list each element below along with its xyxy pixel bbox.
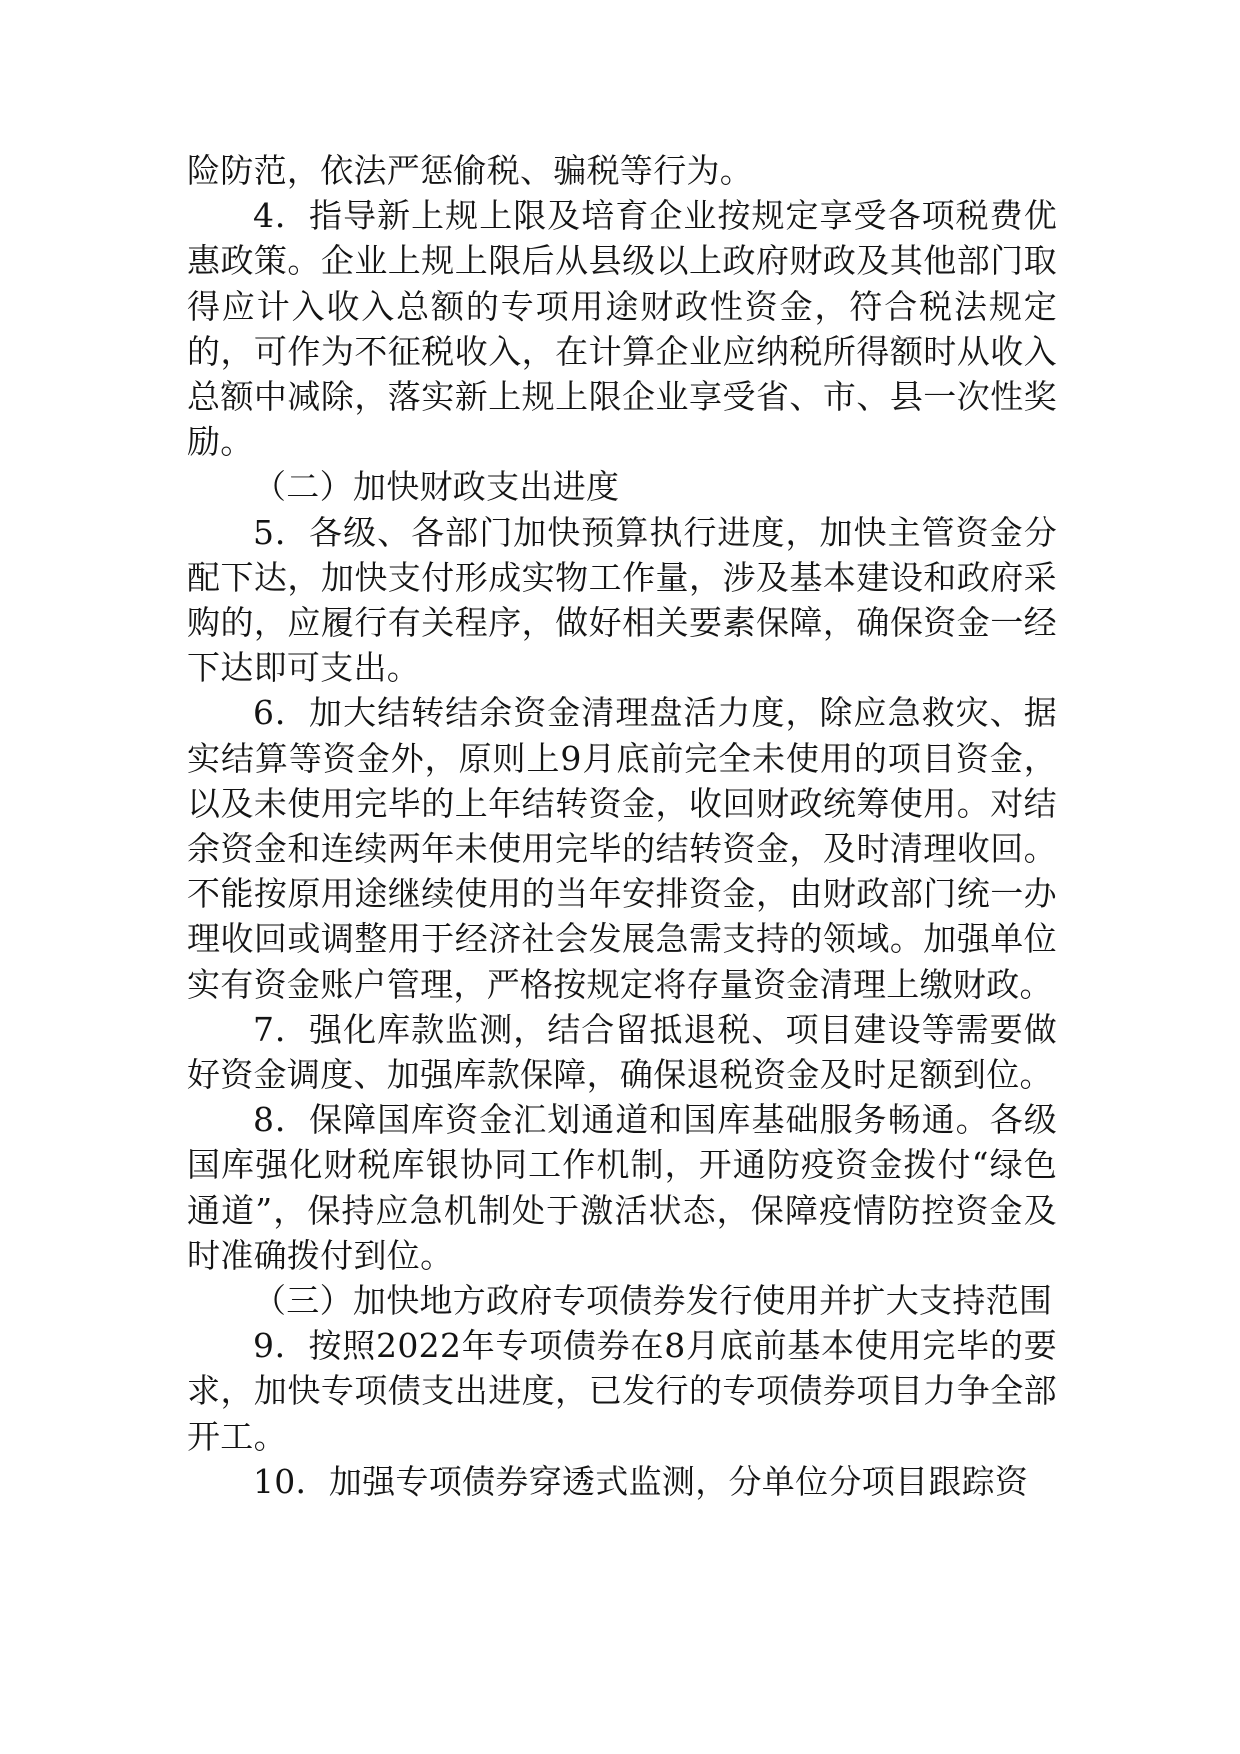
paragraph-item-4: 4．指导新上规上限及培育企业按规定享受各项税费优惠政策。企业上规上限后从县级以上政府财政及其他部门取得应计入收入总额的专项用途财政性资金，符合税法规定的，可作为不征税收入，在计算企业应纳税所得额时从收入总额中减除，落实新上规上限企业享受省、市、县一次性奖励。 (187, 196, 1057, 462)
paragraph-item-5: 5．各级、各部门加快预算执行进度，加快主管资金分配下达，加快支付形成实物工作量，涉及基本建设和政府采购的，应履行有关程序，做好相关要素保障，确保资金一经下达即可支出。 (187, 512, 1057, 688)
paragraph-item-10: 10．加强专项债券穿透式监测，分单位分项目跟踪资 (253, 1461, 1029, 1501)
section-heading-3: （三）加快地方政府专项债券发行使用并扩大支持范围 (253, 1281, 1053, 1321)
section-heading-2: （二）加快财政支出进度 (253, 467, 620, 507)
paragraph-item-8: 8．保障国库资金汇划通道和国库基础服务畅通。各级国库强化财税库银协同工作机制，开通防疫资金拨付“绿色通道”，保持应急机制处于激活状态，保障疫情防控资金及时准确拨付到位。 (187, 1100, 1057, 1275)
paragraph-continuation: 险防范，依法严惩偷税、骗税等行为。 (187, 151, 754, 190)
paragraph-item-7: 7．强化库款监测，结合留抵退税、项目建设等需要做好资金调度、加强库款保障，确保退税资金及时足额到位。 (187, 1009, 1057, 1095)
paragraph-item-6: 6．加大结转结余资金清理盘活力度，除应急救灾、据实结算等资金外，原则上9月底前完全未使用的项目资金，以及未使用完毕的上年结转资金，收回财政统筹使用。对结余资金和连续两年未使用完毕的结转资金，及时清理收回。不能按原用途继续使用的当年安排资金，由财政部门统一办理收回或调整用于经济社会发展急需支持的领域。加强单位实有资金账户管理，严格按规定将存量资金清理上缴财政。 (187, 693, 1057, 1004)
document-body (187, 148, 1057, 1504)
paragraph-item-9: 9．按照2022年专项债券在8月底前基本使用完毕的要求，加快专项债支出进度，已发行的专项债券项目力争全部开工。 (187, 1326, 1057, 1456)
